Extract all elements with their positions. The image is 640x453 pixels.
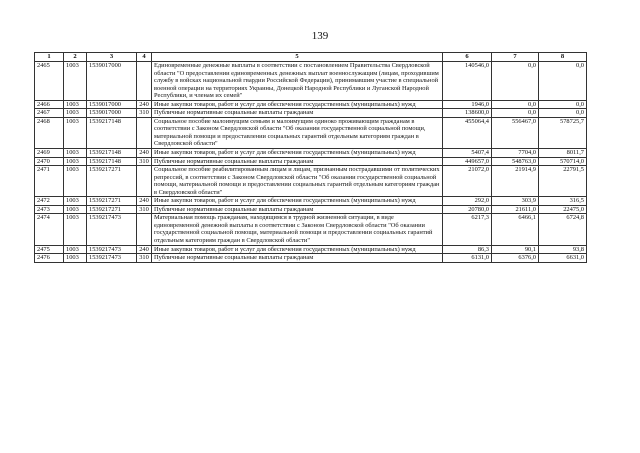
target-article-code: 1539017000 — [87, 100, 137, 109]
section-code: 1003 — [64, 157, 87, 166]
table-row — [35, 149, 587, 158]
amount-col-8: 0,0 — [539, 109, 587, 118]
table-row — [35, 166, 587, 197]
target-article-code: 1539217148 — [87, 149, 137, 158]
expense-type-code: 310 — [137, 205, 152, 214]
row-description: Иные закупки товаров, работ и услуг для обеспечения государственных (муниципальных) нужд — [152, 197, 443, 206]
table-row — [35, 100, 587, 109]
col-header-7: 7 — [492, 53, 539, 62]
amount-col-6: 21072,0 — [443, 166, 492, 197]
target-article-code: 1539017000 — [87, 109, 137, 118]
amount-col-8: 22475,0 — [539, 205, 587, 214]
amount-col-7: 548763,0 — [492, 157, 539, 166]
amount-col-6: 6131,0 — [443, 254, 492, 263]
amount-col-6: 5407,4 — [443, 149, 492, 158]
table-row — [35, 254, 587, 263]
target-article-code: 1539217148 — [87, 117, 137, 148]
target-article-code: 1539217271 — [87, 166, 137, 197]
row-description: Единовременные денежные выплаты в соответствии с постановлением Правительства Свердловской области "О предоставлении единовременных денежных выплат военнослужащим (лицам, проходившим службу в войсках национальной гвардии Российской Федерации), принимавшим участие в специальной военной операции на территориях Украины, Донецкой Народной Республики и Луганской Народной Республики, и членам их семей" — [152, 62, 443, 101]
expense-type-code — [137, 117, 152, 148]
amount-col-7: 0,0 — [492, 62, 539, 101]
amount-col-8: 0,0 — [539, 62, 587, 101]
section-code: 1003 — [64, 205, 87, 214]
table-row — [35, 197, 587, 206]
section-code: 1003 — [64, 214, 87, 245]
expense-type-code: 310 — [137, 254, 152, 263]
col-header-4: 4 — [137, 53, 152, 62]
amount-col-6: 292,0 — [443, 197, 492, 206]
amount-col-7: 0,0 — [492, 100, 539, 109]
target-article-code: 1539217473 — [87, 245, 137, 254]
amount-col-7: 303,9 — [492, 197, 539, 206]
amount-col-7: 6376,0 — [492, 254, 539, 263]
amount-col-6: 86,3 — [443, 245, 492, 254]
amount-col-7: 21914,9 — [492, 166, 539, 197]
amount-col-6: 455064,4 — [443, 117, 492, 148]
table-row — [35, 214, 587, 245]
amount-col-8: 22791,5 — [539, 166, 587, 197]
section-code: 1003 — [64, 100, 87, 109]
page-number: 139 — [311, 30, 329, 42]
section-code: 1003 — [64, 109, 87, 118]
amount-col-7: 556467,0 — [492, 117, 539, 148]
target-article-code: 1539217271 — [87, 205, 137, 214]
amount-col-8: 93,8 — [539, 245, 587, 254]
expense-type-code: 310 — [137, 157, 152, 166]
expense-type-code: 240 — [137, 197, 152, 206]
amount-col-7: 21611,0 — [492, 205, 539, 214]
amount-col-8: 6724,8 — [539, 214, 587, 245]
col-header-3: 3 — [87, 53, 137, 62]
expense-type-code: 240 — [137, 245, 152, 254]
expense-type-code — [137, 166, 152, 197]
amount-col-8: 316,5 — [539, 197, 587, 206]
col-header-2: 2 — [64, 53, 87, 62]
row-number: 2474 — [35, 214, 64, 245]
row-number: 2469 — [35, 149, 64, 158]
expense-type-code: 240 — [137, 149, 152, 158]
target-article-code: 1539217473 — [87, 214, 137, 245]
row-description: Иные закупки товаров, работ и услуг для обеспечения государственных (муниципальных) нужд — [152, 245, 443, 254]
section-code: 1003 — [64, 254, 87, 263]
amount-col-8: 6631,0 — [539, 254, 587, 263]
row-description: Иные закупки товаров, работ и услуг для обеспечения государственных (муниципальных) нужд — [152, 100, 443, 109]
row-description: Материальная помощь гражданам, находящимся в трудной жизненной ситуации, в виде единовременной денежной выплаты в соответствии с Законом Свердловской области "Об оказании государственной социальной помощи, материальной помощи и предоставлении социальных гарантий отдельным категориям граждан в Свердловской области" — [152, 214, 443, 245]
amount-col-8: 570714,0 — [539, 157, 587, 166]
section-code: 1003 — [64, 62, 87, 101]
expense-type-code: 240 — [137, 100, 152, 109]
row-number: 2471 — [35, 166, 64, 197]
row-number: 2472 — [35, 197, 64, 206]
col-header-6: 6 — [443, 53, 492, 62]
expense-type-code: 310 — [137, 109, 152, 118]
target-article-code: 1539217148 — [87, 157, 137, 166]
amount-col-8: 0,0 — [539, 100, 587, 109]
section-code: 1003 — [64, 117, 87, 148]
row-description: Публичные нормативные социальные выплаты гражданам — [152, 109, 443, 118]
row-description: Публичные нормативные социальные выплаты гражданам — [152, 205, 443, 214]
row-description: Публичные нормативные социальные выплаты гражданам — [152, 157, 443, 166]
row-number: 2466 — [35, 100, 64, 109]
budget-table — [34, 52, 587, 263]
amount-col-7: 7704,0 — [492, 149, 539, 158]
amount-col-6: 140546,0 — [443, 62, 492, 101]
target-article-code: 1539017000 — [87, 62, 137, 101]
target-article-code: 1539217271 — [87, 197, 137, 206]
amount-col-6: 6217,3 — [443, 214, 492, 245]
row-number: 2473 — [35, 205, 64, 214]
row-description: Публичные нормативные социальные выплаты гражданам — [152, 254, 443, 263]
expense-type-code — [137, 62, 152, 101]
col-header-1: 1 — [35, 53, 64, 62]
row-number: 2470 — [35, 157, 64, 166]
expense-type-code — [137, 214, 152, 245]
amount-col-8: 8011,7 — [539, 149, 587, 158]
row-number: 2467 — [35, 109, 64, 118]
target-article-code: 1539217473 — [87, 254, 137, 263]
row-description: Социальное пособие реабилитированным лицам и лицам, признанным пострадавшими от политических репрессий, в соответствии с Законом Свердловской области "Об оказании государственной социальной помощи, материальной помощи и предоставлении социальных гарантий отдельным категориям граждан в Свердловской области" — [152, 166, 443, 197]
section-code: 1003 — [64, 166, 87, 197]
section-code: 1003 — [64, 149, 87, 158]
table-row — [35, 245, 587, 254]
row-number: 2475 — [35, 245, 64, 254]
table-row — [35, 109, 587, 118]
amount-col-6: 20780,0 — [443, 205, 492, 214]
table-row — [35, 157, 587, 166]
row-number: 2468 — [35, 117, 64, 148]
table-body — [35, 62, 587, 263]
row-number: 2465 — [35, 62, 64, 101]
table-row — [35, 205, 587, 214]
amount-col-7: 90,1 — [492, 245, 539, 254]
row-description: Иные закупки товаров, работ и услуг для обеспечения государственных (муниципальных) нужд — [152, 149, 443, 158]
row-description: Социальное пособие малоимущим семьям и малоимущим одиноко проживающим гражданам в соответствии с Законом Свердловской области "Об оказании государственной социальной помощи, материальной помощи и предоставлении социальных гарантий отдельным категориям граждан в Свердловской области" — [152, 117, 443, 148]
section-code: 1003 — [64, 197, 87, 206]
col-header-8: 8 — [539, 53, 587, 62]
table-row — [35, 62, 587, 101]
table-row — [35, 117, 587, 148]
header-row — [35, 53, 587, 62]
amount-col-7: 6466,1 — [492, 214, 539, 245]
section-code: 1003 — [64, 245, 87, 254]
amount-col-6: 1946,0 — [443, 100, 492, 109]
col-header-5: 5 — [152, 53, 443, 62]
amount-col-6: 138600,0 — [443, 109, 492, 118]
amount-col-8: 578725,7 — [539, 117, 587, 148]
row-number: 2476 — [35, 254, 64, 263]
amount-col-7: 0,0 — [492, 109, 539, 118]
amount-col-6: 449657,0 — [443, 157, 492, 166]
